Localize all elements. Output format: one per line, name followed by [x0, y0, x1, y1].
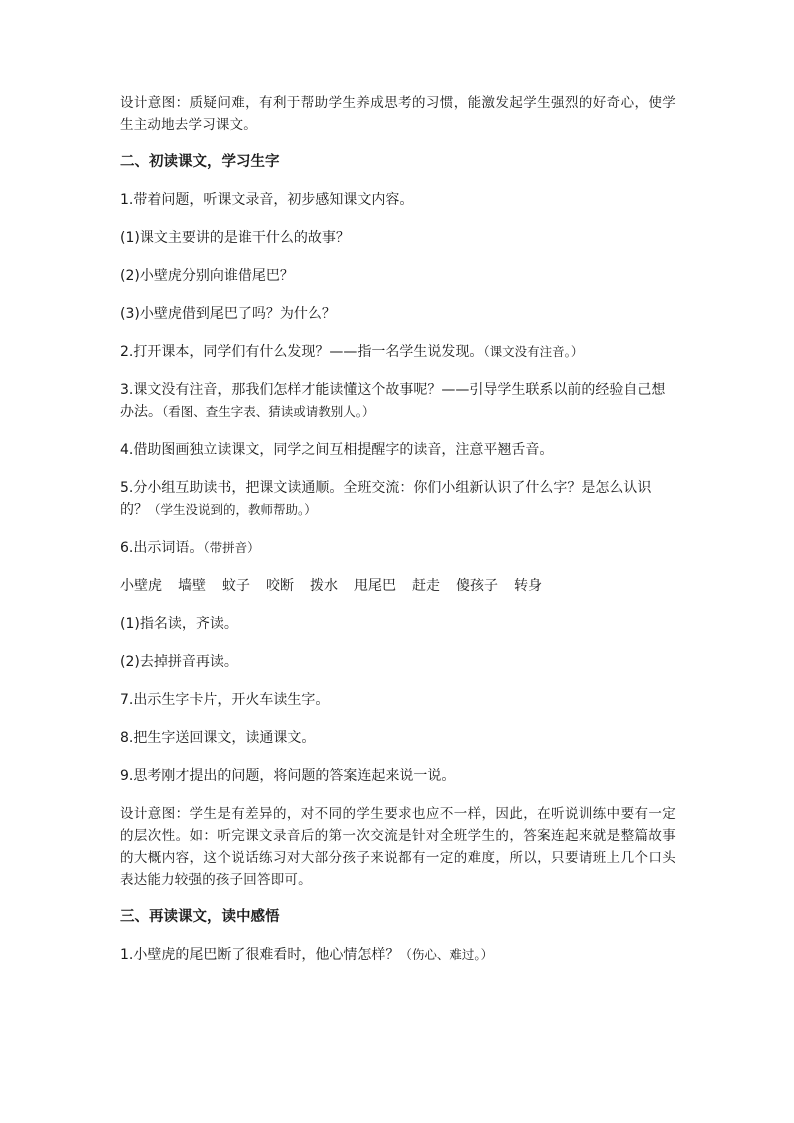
step-2-text: 2.打开课本，同学们有什么发现？——指一名学生说发现。: [120, 344, 484, 360]
step-3-text: 3.课文没有注音，那我们怎样才能读懂这个故事呢？——引导学生联系以前的经验自己想办法。: [120, 382, 666, 420]
question-1: (1)课文主要讲的是谁干什么的故事？: [120, 230, 350, 246]
step-6-text: 6.出示词语。: [120, 540, 204, 556]
vocab-word: 蚊子: [222, 578, 250, 594]
question-2: (2)小壁虎分别向谁借尾巴？: [120, 268, 294, 284]
question-3: (3)小壁虎借到尾巴了吗？为什么？: [120, 306, 336, 322]
step-1: 1.带着问题，听课文录音，初步感知课文内容。: [120, 192, 414, 208]
section3-step-1-text: 1.小壁虎的尾巴断了很难看时，他心情怎样？: [120, 947, 400, 963]
vocab-word: 咬断: [266, 578, 294, 594]
vocab-word: 拨水: [310, 578, 338, 594]
step-5-note: （学生没说到的，教师帮助。）: [148, 502, 317, 517]
vocab-word: 转身: [514, 578, 542, 594]
step-3-note: （看图、查生字表、猜读或请教别人。）: [162, 404, 375, 419]
vocab-word: 赶走: [412, 578, 440, 594]
step-6-sub-1: (1)指名读，齐读。: [120, 616, 238, 632]
section3-step-1-note: （伤心、难过。）: [399, 947, 494, 962]
vocabulary-list: [120, 575, 676, 597]
step-4: 4.借助图画独立读课文，同学之间互相提醒字的读音，注意平翘舌音。: [120, 442, 554, 458]
step-5-text: 5.分小组互助读书，把课文读通顺。全班交流：你们小组新认识了什么字？是怎么认识的？: [120, 480, 652, 518]
step-6-note: （带拼音）: [203, 540, 260, 555]
vocab-word: 小壁虎: [120, 578, 162, 594]
step-6: [120, 537, 676, 559]
vocab-word: 甩尾巴: [354, 578, 396, 594]
vocab-word: 傻孩子: [456, 578, 498, 594]
step-2-note: （课文没有注音。）: [483, 344, 584, 359]
section-heading-rereading: 三、再读课文，读中感悟: [120, 909, 280, 925]
step-8: 8.把生字送回课文，读通课文。: [120, 730, 316, 746]
design-intent-paragraph: 设计意图：质疑问难，有利于帮助学生养成思考的习惯，能激发起学生强烈的好奇心，使学生主动地去学习课文。: [120, 95, 676, 133]
step-6-sub-2: (2)去掉拼音再读。: [120, 654, 238, 670]
step-7: 7.出示生字卡片，开火车读生字。: [120, 692, 330, 708]
step-5: [120, 477, 676, 521]
section-heading-initial-reading: 二、初读课文，学习生字: [120, 154, 280, 170]
step-9: 9.思考刚才提出的问题，将问题的答案连起来说一说。: [120, 768, 456, 784]
step-2: [120, 341, 676, 363]
step-3: [120, 379, 676, 423]
vocab-word: 墙壁: [178, 578, 206, 594]
section3-step-1: [120, 944, 676, 966]
design-intent-paragraph-2: 设计意图：学生是有差异的，对不同的学生要求也应不一样，因此，在听说训练中要有一定的层次性。如：听完课文录音后的第一次交流是针对全班学生的，答案连起来就是整篇故事的大概内容，这个说话练习对大部分孩子来说都有一定的难度，所以，只要请班上几个口头表达能力较强的孩子回答即可。: [120, 806, 676, 888]
document-page: [120, 92, 676, 982]
